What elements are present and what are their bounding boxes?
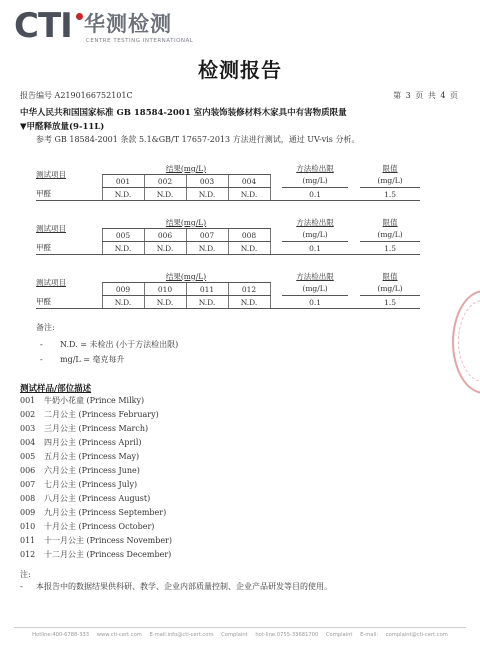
footnote-label: 注: — [20, 570, 31, 579]
sample-item — [20, 423, 148, 434]
row-value: N.D. — [102, 188, 144, 201]
row-value: N.D. — [228, 188, 270, 201]
sample-desc: 十一月公主 (Princess November) — [44, 536, 173, 545]
standard-title: 中华人民共和国国家标准 GB 18584-2001 室内装饰装修材料木家具中有害物质限量 — [20, 108, 347, 118]
logo-dot — [76, 13, 83, 20]
header-mdl: 方法检出限 — [296, 163, 334, 173]
notes-label: 备注: — [36, 323, 55, 332]
table-row — [36, 188, 420, 201]
sample-header: 005 — [102, 229, 144, 242]
footnote — [20, 581, 332, 592]
sample-desc: 四月公主 (Princess April) — [44, 438, 142, 447]
sample-header: 009 — [102, 283, 144, 296]
sample-code: 001 — [20, 396, 36, 405]
header-result: 结果(mg/L) — [102, 270, 270, 283]
header-mdl-unit: (mg/L) — [282, 175, 348, 188]
header-mdl-unit: (mg/L) — [282, 229, 348, 242]
sample-desc: 二月公主 (Princess February) — [44, 410, 159, 419]
row-item: 甲醛 — [36, 188, 102, 201]
sample-code: 009 — [20, 508, 36, 517]
sample-header: 004 — [228, 175, 270, 188]
logo-brand: CTI — [14, 6, 72, 46]
header-limit: 限值 — [382, 217, 398, 227]
sample-code: 005 — [20, 452, 36, 461]
row-mdl: 0.1 — [282, 242, 348, 255]
row-item: 甲醛 — [36, 296, 102, 309]
header-limit-unit: (mg/L) — [360, 229, 420, 242]
header-limit: 限值 — [382, 163, 398, 173]
row-item: 甲醛 — [36, 242, 102, 255]
method-note: 参考 GB 18584-2001 条款 5.1&GB/T 17657-2013 方法进行测试，通过 UV-vis 分析。 — [36, 135, 360, 144]
header-item: 测试项目 — [36, 224, 66, 234]
header-item: 测试项目 — [36, 170, 66, 180]
sample-item — [20, 395, 144, 406]
header-result: 结果(mg/L) — [102, 216, 270, 229]
sample-header: 008 — [228, 229, 270, 242]
sample-code: 008 — [20, 494, 36, 503]
header-mdl: 方法检出限 — [296, 271, 334, 281]
row-value: N.D. — [228, 296, 270, 309]
sample-desc: 七月公主 (Princess July) — [44, 480, 138, 489]
sample-item — [20, 521, 154, 532]
logo-name-cn: 华测检测 — [84, 12, 172, 36]
header-mdl: 方法检出限 — [296, 217, 334, 227]
sample-desc: 三月公主 (Princess March) — [44, 424, 149, 433]
header-limit: 限值 — [382, 271, 398, 281]
section-title: ▼甲醛释放量(9-11L) — [20, 122, 105, 132]
sample-code: 007 — [20, 480, 36, 489]
note-text: N.D. = 未检出 (小于方法检出限) — [60, 340, 179, 349]
sample-code: 003 — [20, 424, 36, 433]
result-table-1 — [36, 162, 420, 201]
footer-divider — [14, 627, 466, 628]
sample-header: 002 — [144, 175, 186, 188]
sample-item — [20, 451, 139, 462]
logo-name-en: CENTRE TESTING INTERNATIONAL — [86, 38, 194, 44]
sample-item — [20, 409, 159, 420]
row-value: N.D. — [144, 296, 186, 309]
sample-item — [20, 437, 142, 448]
note-dash: - — [40, 355, 43, 364]
sample-header: 012 — [228, 283, 270, 296]
note-item — [40, 354, 125, 365]
samples-title: 测试样品/部位描述 — [20, 384, 92, 394]
result-table-2 — [36, 216, 420, 255]
sample-item — [20, 535, 172, 546]
row-value: N.D. — [144, 188, 186, 201]
sample-header: 007 — [186, 229, 228, 242]
sample-code: 012 — [20, 550, 36, 559]
row-value: N.D. — [144, 242, 186, 255]
row-value: N.D. — [186, 188, 228, 201]
row-value: N.D. — [186, 296, 228, 309]
row-mdl: 0.1 — [282, 188, 348, 201]
row-limit: 1.5 — [360, 188, 420, 201]
row-value: N.D. — [102, 296, 144, 309]
sample-desc: 八月公主 (Princess August) — [44, 494, 151, 503]
header-limit-unit: (mg/L) — [360, 283, 420, 296]
sample-desc: 十二月公主 (Princess December) — [44, 550, 172, 559]
note-item — [40, 339, 178, 350]
sample-header: 010 — [144, 283, 186, 296]
sample-code: 002 — [20, 410, 36, 419]
header-result: 结果(mg/L) — [102, 162, 270, 175]
sample-header: 006 — [144, 229, 186, 242]
row-value: N.D. — [102, 242, 144, 255]
header-item: 测试项目 — [36, 278, 66, 288]
note-dash: - — [40, 340, 43, 349]
sample-code: 006 — [20, 466, 36, 475]
sample-desc: 牛奶小花童 (Prince Milky) — [44, 396, 145, 405]
sample-desc: 九月公主 (Princess September) — [44, 508, 167, 517]
header-mdl-unit: (mg/L) — [282, 283, 348, 296]
sample-header: 001 — [102, 175, 144, 188]
row-value: N.D. — [228, 242, 270, 255]
footer-contact: Hotline:400-6788-333 www.cti-cert.com E-mail:info@cti-cert.com Complaint hot-line:0755-33681700 Complaint E-mail: complaint@cti-cert.com — [32, 632, 448, 638]
sample-item — [20, 507, 166, 518]
sample-code: 004 — [20, 438, 36, 447]
sample-item — [20, 549, 171, 560]
table-row — [36, 296, 420, 309]
sample-desc: 五月公主 (Princess May) — [44, 452, 140, 461]
sample-code: 011 — [20, 536, 36, 545]
row-limit: 1.5 — [360, 296, 420, 309]
row-value: N.D. — [186, 242, 228, 255]
result-table-3 — [36, 270, 420, 309]
sample-code: 010 — [20, 522, 36, 531]
footnote-text: 本报告中的数据结果供科研、教学、企业内部质量控制、企业产品研发等目的使用。 — [36, 582, 332, 591]
header-limit-unit: (mg/L) — [360, 175, 420, 188]
page-info: 第 3 页 共 4 页 — [393, 91, 458, 100]
sample-header: 011 — [186, 283, 228, 296]
sample-desc: 六月公主 (Princess June) — [44, 466, 140, 475]
sample-item — [20, 465, 140, 476]
table-row — [36, 242, 420, 255]
report-title: 检测报告 — [198, 58, 282, 82]
footnote-dash: - — [20, 582, 23, 591]
sample-desc: 十月公主 (Princess October) — [44, 522, 155, 531]
company-logo — [14, 6, 244, 46]
sample-item — [20, 493, 150, 504]
sample-header: 003 — [186, 175, 228, 188]
row-mdl: 0.1 — [282, 296, 348, 309]
note-text: mg/L = 毫克每升 — [60, 355, 125, 364]
report-number: 报告编号 A2190166752101C — [20, 91, 133, 100]
row-limit: 1.5 — [360, 242, 420, 255]
sample-item — [20, 479, 137, 490]
